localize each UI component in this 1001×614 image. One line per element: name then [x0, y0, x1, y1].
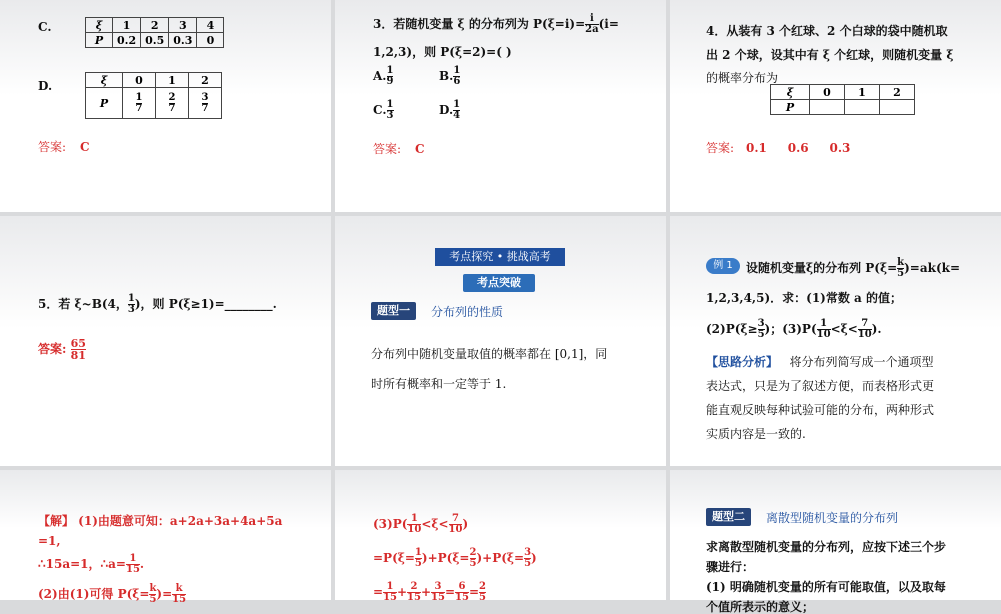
fraction-denominator: 9	[386, 76, 394, 87]
fraction-numerator: 7	[449, 514, 463, 525]
table-cell: P	[86, 88, 123, 119]
solution-line2	[373, 548, 537, 569]
fraction-denominator: 15	[383, 592, 397, 603]
option-label: D.	[439, 103, 454, 117]
solution-text: )+P(ξ=	[421, 551, 470, 565]
table-cell: 0	[810, 85, 845, 100]
question-text: ).	[871, 322, 882, 336]
fraction-denominator: 5	[479, 592, 486, 603]
solution-line3	[373, 582, 486, 603]
hint-line4: 实质内容是一致的.	[706, 427, 806, 441]
solution-text: )	[531, 551, 537, 565]
option-c-label: C.	[38, 20, 52, 34]
slide-7	[0, 470, 331, 605]
solution-text: <ξ<	[421, 517, 449, 531]
body-line1: 分布列中随机变量取值的概率都在 [0,1]，同	[371, 347, 608, 361]
question-text: )=ak(k=	[904, 261, 960, 275]
fraction-numerator: 2	[479, 581, 486, 592]
fraction-denominator: 2a	[585, 24, 599, 35]
option-label: C.	[373, 103, 387, 117]
answer-value: C	[80, 140, 90, 154]
question-3	[373, 14, 619, 35]
fraction-denominator: 7	[168, 102, 176, 114]
fraction-denominator: 5	[469, 558, 477, 569]
fraction-numerator: 1	[126, 554, 140, 565]
table-cell: 0	[197, 33, 224, 48]
table-cell	[810, 100, 845, 115]
fraction-denominator: 5	[757, 329, 765, 340]
fraction-numerator: 3	[524, 547, 532, 558]
hint-text: 将分布列简写成一个通项型	[789, 355, 934, 369]
fraction-numerator: i	[585, 14, 598, 25]
fraction-numerator: 3	[757, 318, 765, 329]
fraction-denominator: 15	[125, 564, 140, 575]
solution-text: =	[468, 585, 479, 599]
option-d	[439, 100, 460, 121]
fraction-denominator: 5	[149, 594, 157, 605]
example-question	[746, 258, 960, 279]
table-cell	[845, 100, 880, 115]
slide-4	[0, 216, 331, 466]
option-d-label: D.	[38, 79, 53, 93]
hint-line2: 表达式，只是为了叙述方便，而表格形式更	[706, 379, 935, 393]
question-text: )，则 P(ξ≥1)=________.	[134, 297, 277, 311]
fraction-numerator: 2	[168, 91, 176, 103]
table-cell	[156, 88, 189, 119]
body-line3: (1) 明确随机变量的所有可能取值，以及取每	[706, 580, 946, 594]
body-line2: 骤进行：	[706, 560, 755, 574]
solution-text: =	[373, 585, 384, 599]
solution-text: )+P(ξ=	[476, 551, 525, 565]
table-cell: 1	[113, 18, 141, 33]
option-a	[373, 66, 393, 87]
question-4-line3: 的概率分布为	[706, 71, 779, 85]
solution-line2: =1,	[38, 534, 61, 548]
table-cell: 0.5	[141, 33, 169, 48]
fraction-numerator: 6	[455, 582, 469, 593]
fraction-numerator: 1	[386, 99, 394, 110]
hint-label: 【思路分析】	[706, 355, 779, 369]
answer-row	[38, 338, 86, 361]
fraction-numerator: 65	[70, 337, 86, 350]
answer-value: C	[415, 142, 425, 156]
fraction-numerator: 2	[469, 547, 477, 558]
solution-text: +	[420, 585, 432, 599]
slide-2	[335, 0, 666, 212]
example-question-cont: 1,2,3,4,5)．求：(1)常数 a 的值；	[706, 291, 902, 305]
fraction-numerator: 1	[135, 91, 143, 103]
slide-1	[0, 0, 331, 212]
fraction-denominator: 5	[897, 268, 905, 279]
fraction-denominator: 15	[172, 594, 187, 605]
table-cell: P	[771, 100, 810, 115]
body-line1: 求离散型随机变量的分布列，应按下述三个步	[706, 540, 947, 554]
solution-line4	[38, 584, 186, 605]
example-subquestions	[706, 319, 882, 340]
table-cell: 1	[156, 73, 189, 88]
question-5	[38, 294, 277, 315]
fraction-denominator: 7	[135, 102, 143, 114]
fraction-numerator: 1	[453, 99, 461, 110]
solution-line3	[38, 554, 144, 575]
slide-9	[670, 470, 1001, 614]
question-4-line1: 4．从装有 3 个红球、2 个白球的袋中随机取	[706, 24, 948, 38]
table-cell: 4	[197, 18, 224, 33]
fraction-numerator: k	[149, 583, 157, 594]
table-cell: 2	[189, 73, 222, 88]
fraction-denominator: 10	[448, 524, 463, 535]
table-cell: 2	[880, 85, 915, 100]
table-cell: P	[86, 33, 113, 48]
answer-label: 答案:	[38, 140, 67, 154]
table-cell	[123, 88, 156, 119]
fraction-numerator: 1	[407, 514, 421, 525]
table-cell	[189, 88, 222, 119]
section-banner: 考点探究 • 挑战高考	[435, 248, 565, 266]
fraction-denominator: 3	[127, 304, 135, 315]
question-text: 3．若随机变量 ξ 的分布列为 P(ξ=i)=	[373, 17, 586, 31]
fraction-numerator: 1	[127, 293, 135, 304]
question-text: <ξ<	[830, 322, 858, 336]
fraction-numerator: 3	[431, 582, 445, 593]
solution-text: =P(ξ=	[373, 551, 415, 565]
example-badge: 例 1	[706, 258, 740, 274]
type-title: 分布列的性质	[431, 305, 504, 319]
question-text: (i=	[598, 17, 619, 31]
type-tag: 题型二	[706, 508, 751, 526]
body-line2: 时所有概率和一定等于 1.	[371, 377, 507, 391]
fraction-denominator: 5	[524, 558, 532, 569]
slide-8	[335, 470, 666, 603]
hint-line1	[706, 355, 933, 369]
solution-line1: 【解】 (1)由题意可知：a+2a+3a+4a+5a	[38, 514, 283, 528]
solution-text: ∴15a=1，∴a=	[38, 557, 126, 571]
option-b	[439, 66, 460, 87]
solution-text: )	[462, 517, 469, 531]
fraction-denominator: 7	[201, 102, 209, 114]
fraction-denominator: 81	[70, 349, 86, 362]
fraction-denominator: 6	[453, 76, 461, 87]
hint-line3: 能直观反映每种试验可能的分布，两种形式	[706, 403, 935, 417]
fraction-denominator: 15	[431, 592, 445, 603]
slide-3	[670, 0, 1001, 212]
table-cell: 0.2	[113, 33, 141, 48]
solution-text: (2)由(1)可得 P(ξ=	[38, 587, 150, 601]
table-cell: 0.3	[169, 33, 197, 48]
table-cell: ξ	[86, 18, 113, 33]
question-text: 5．若 ξ~B(4，	[38, 297, 128, 311]
fraction-numerator: 1	[453, 65, 461, 76]
table-cell: 2	[141, 18, 169, 33]
solution-text: =	[444, 585, 456, 599]
slide-5	[335, 216, 666, 466]
solution-text: (3)P(	[373, 517, 408, 531]
fraction-numerator: 3	[201, 91, 209, 103]
table-cell: 3	[169, 18, 197, 33]
fraction-numerator: 1	[383, 582, 397, 593]
option-d-table	[85, 72, 222, 119]
fraction-denominator: 4	[453, 110, 461, 121]
option-label: B.	[439, 69, 454, 83]
slide-6	[670, 216, 1001, 466]
fraction-numerator: k	[897, 257, 905, 268]
solution-text: +	[396, 585, 408, 599]
type-tag: 题型一	[371, 302, 416, 320]
option-c	[373, 100, 394, 121]
question-text: 设随机变量ξ的分布列 P(ξ=	[746, 261, 898, 275]
fraction-denominator: 10	[816, 329, 831, 340]
question-4-line2: 出 2 个球，设其中有 ξ 个红球，则随机变量 ξ	[706, 48, 954, 62]
table-cell	[880, 100, 915, 115]
question-text: (2)P(ξ≥	[706, 322, 758, 336]
fraction-numerator: k	[172, 584, 186, 595]
fraction-numerator: 2	[407, 582, 421, 593]
solution-text: .	[139, 557, 145, 571]
body-line4: 个值所表示的意义；	[706, 600, 815, 614]
fraction-denominator: 10	[857, 329, 872, 340]
fraction-numerator: 7	[858, 319, 872, 330]
answer-value: 0.1 0.6 0.3	[746, 141, 851, 155]
table-cell: ξ	[771, 85, 810, 100]
solution-line1	[373, 514, 468, 535]
question-text: )；(3)P(	[764, 322, 817, 336]
fraction-denominator: 5	[414, 558, 422, 569]
table-cell: 1	[845, 85, 880, 100]
fraction-numerator: 1	[386, 65, 394, 76]
answer-label: 答案:	[38, 342, 67, 356]
solution-text: )=	[156, 587, 173, 601]
answer-label: 答案:	[373, 142, 402, 156]
fraction-denominator: 10	[407, 524, 422, 535]
fraction-numerator: 1	[817, 319, 831, 330]
answer-label: 答案:	[706, 141, 735, 155]
fraction-denominator: 15	[407, 592, 421, 603]
fraction-denominator: 15	[455, 592, 469, 603]
fraction-numerator: 1	[414, 547, 422, 558]
table-cell: ξ	[86, 73, 123, 88]
sub-banner: 考点突破	[463, 274, 535, 292]
option-label: A.	[373, 69, 387, 83]
fraction-denominator: 3	[386, 110, 394, 121]
option-c-table	[85, 17, 224, 48]
type-title: 离散型随机变量的分布列	[766, 511, 899, 525]
question-3-cont: 1,2,3)，则 P(ξ=2)=( )	[373, 45, 512, 59]
distribution-table	[770, 84, 915, 115]
table-cell: 0	[123, 73, 156, 88]
